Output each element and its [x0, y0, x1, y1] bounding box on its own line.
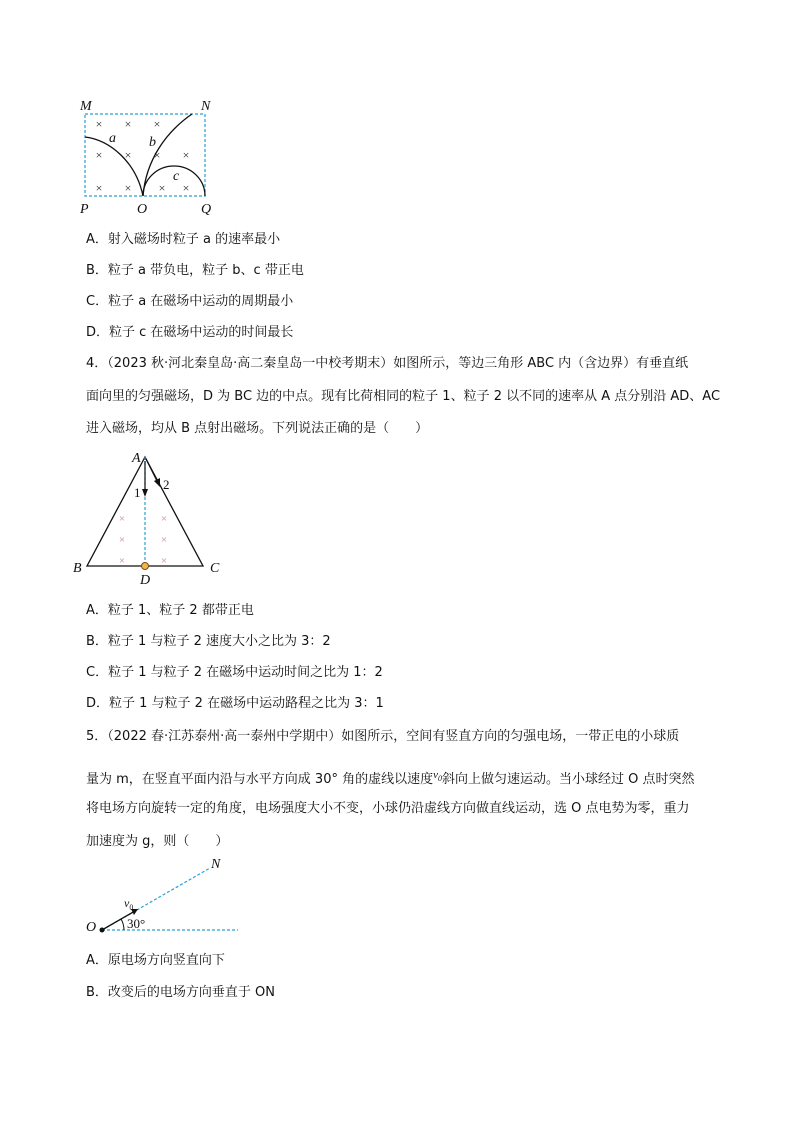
field-cross: × [95, 148, 103, 162]
q4-option-d: D．粒子 1 与粒子 2 在磁场中运动路程之比为 3：1 [86, 696, 384, 711]
q5-stem-line-2 [86, 767, 695, 788]
label-M: M [80, 99, 92, 114]
label-B: B [73, 561, 82, 576]
label-N: N [211, 857, 221, 872]
q4-option-c: C．粒子 1 与粒子 2 在磁场中运动时间之比为 1：2 [86, 665, 383, 680]
field-cross: × [182, 181, 190, 195]
field-cross: × [118, 555, 126, 567]
q5-stem-line-4: 加速度为 g，则（ ） [86, 834, 229, 849]
field-cross: × [118, 513, 126, 525]
q5-stem-line-1: 5．（2022 春·江苏泰州·高一泰州中学期中）如图所示，空间有竖直方向的匀强电场，一带正电的小球质 [86, 729, 680, 744]
field-cross: × [124, 148, 132, 162]
field-cross: × [160, 555, 168, 567]
q4-option-b: B．粒子 1 与粒子 2 速度大小之比为 3：2 [86, 634, 331, 649]
point-O [100, 928, 105, 933]
label-O: O [137, 202, 148, 217]
label-a: a [109, 131, 116, 146]
q3-option-d: D．粒子 c 在磁场中运动的时间最长 [86, 325, 294, 340]
q3-option-c: C．粒子 a 在磁场中运动的周期最小 [86, 294, 294, 309]
q3-option-a: A．射入磁场时粒子 a 的速率最小 [86, 232, 281, 247]
label-A: A [132, 451, 141, 466]
q5-option-b: B．改变后的电场方向垂直于 ON [86, 985, 276, 1000]
label-particle-2: 2 [163, 477, 170, 492]
q3-figure [70, 92, 230, 222]
label-b: b [149, 135, 156, 150]
field-cross: × [160, 513, 168, 525]
label-angle: 30° [127, 916, 146, 931]
velocity-symbol: v0 [433, 769, 442, 784]
label-N: N [201, 99, 211, 114]
field-cross: × [95, 117, 103, 131]
field-cross: × [95, 181, 103, 195]
q5-stem-line-2-after: 斜向上做匀速运动。当小球经过 O 点时突然 [442, 772, 695, 787]
field-cross: × [158, 181, 166, 195]
label-O: O [86, 920, 97, 935]
label-P: P [80, 202, 89, 217]
q3-option-b: B．粒子 a 带负电，粒子 b、c 带正电 [86, 263, 304, 278]
point-D [142, 563, 149, 570]
arrow-particle-2 [146, 459, 158, 483]
q4-stem-line-1: 4．（2023 秋·河北秦皇岛·高二秦皇岛一中校考期末）如图所示，等边三角形 ABC 内（含边界）有垂直纸 [86, 356, 689, 371]
label-Q: Q [201, 202, 212, 217]
arrow-head-1 [142, 489, 148, 497]
label-particle-1: 1 [134, 485, 141, 500]
q5-stem-line-2-before: 量为 m，在竖直平面内沿与水平方向成 30° 角的虚线以速度 [86, 772, 434, 787]
label-C: C [210, 561, 220, 576]
field-cross: × [153, 148, 161, 162]
field-cross: × [153, 117, 161, 131]
q4-stem-line-2: 面向里的匀强磁场，D 为 BC 边的中点。现有比荷相同的粒子 1、粒子 2 以不同的速率从 A 点分别沿 AD、AC [86, 389, 721, 404]
q5-option-a: A．原电场方向竖直向下 [86, 953, 225, 968]
q4-option-a: A．粒子 1、粒子 2 都带正电 [86, 603, 254, 618]
field-cross: × [124, 117, 132, 131]
field-cross: × [160, 534, 168, 546]
field-cross: × [124, 181, 132, 195]
label-c: c [173, 169, 180, 184]
q4-stem-line-3: 进入磁场，均从 B 点射出磁场。下列说法正确的是（ ） [86, 421, 429, 436]
angle-arc [121, 919, 124, 930]
field-cross: × [118, 534, 126, 546]
q5-stem-line-3: 将电场方向旋转一定的角度，电场强度大小不变，小球仍沿虚线方向做直线运动，选 O 点电势为零，重力 [86, 801, 690, 816]
label-D: D [140, 573, 151, 588]
label-v0: $v_0$ [124, 896, 134, 912]
field-cross: × [182, 148, 190, 162]
q4-figure [65, 445, 235, 590]
q5-figure [80, 852, 260, 937]
